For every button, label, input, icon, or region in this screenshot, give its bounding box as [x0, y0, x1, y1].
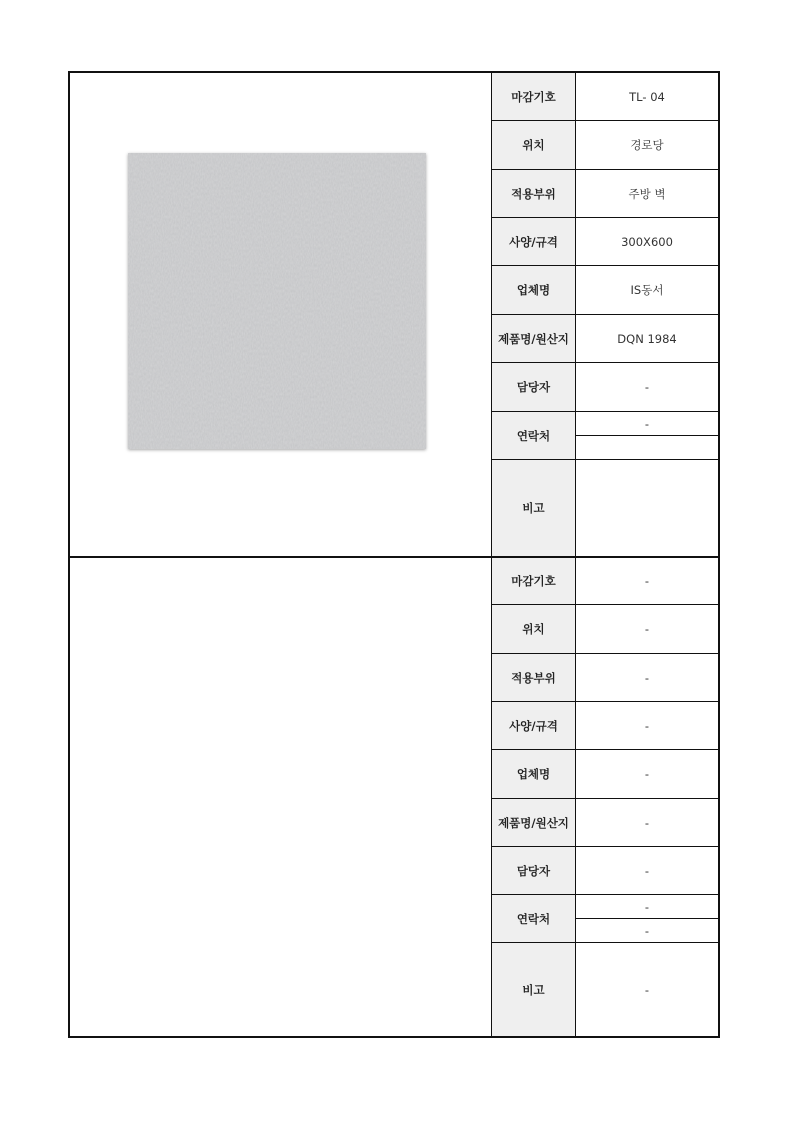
spec-table-1 — [492, 73, 718, 556]
row-spec-size — [492, 218, 718, 266]
value-product-origin: - — [644, 815, 650, 830]
label-finish-code: 마감기호 — [492, 558, 576, 604]
row-finish-code — [492, 558, 718, 605]
finish-entry-1 — [70, 73, 718, 558]
row-product-origin — [492, 315, 718, 363]
value-applied-area: 주방 벽 — [628, 186, 666, 201]
value-manager: - — [644, 380, 650, 394]
label-spec-size: 사양/규격 — [492, 218, 576, 265]
label-manager: 담당자 — [492, 847, 576, 894]
value-company: - — [644, 767, 650, 781]
label-finish-code: 마감기호 — [492, 73, 576, 120]
value-contact-2: - — [644, 923, 650, 938]
label-contact: 연락처 — [492, 412, 576, 459]
value-contact-1: - — [576, 412, 718, 436]
row-remarks — [492, 460, 718, 556]
row-applied-area — [492, 654, 718, 702]
value-remarks: - — [644, 982, 650, 997]
label-company: 업체명 — [492, 750, 576, 798]
row-applied-area — [492, 170, 718, 218]
row-manager — [492, 363, 718, 412]
value-applied-area: - — [644, 670, 650, 685]
value-manager: - — [644, 863, 650, 878]
value-product-origin: DQN 1984 — [617, 331, 677, 346]
label-spec-size: 사양/규격 — [492, 702, 576, 749]
value-spec-size: 300X600 — [621, 234, 673, 249]
value-contact — [576, 895, 718, 942]
label-manager: 담당자 — [492, 363, 576, 411]
label-applied-area: 적용부위 — [492, 654, 576, 701]
label-remarks: 비고 — [492, 460, 576, 556]
spec-table-2 — [492, 558, 718, 1036]
row-company — [492, 750, 718, 799]
finish-entry-2 — [70, 558, 718, 1036]
label-location: 위치 — [492, 121, 576, 169]
label-contact: 연락처 — [492, 895, 576, 942]
value-spec-size: - — [644, 718, 650, 733]
label-remarks: 비고 — [492, 943, 576, 1036]
row-contact — [492, 412, 718, 460]
value-location: 경로당 — [630, 138, 664, 152]
value-contact — [576, 412, 718, 459]
row-company — [492, 266, 718, 315]
value-finish-code: - — [644, 574, 650, 588]
label-company: 업체명 — [492, 266, 576, 314]
value-contact-2 — [576, 436, 718, 459]
finish-schedule-sheet — [68, 71, 720, 1038]
material-image-area-empty — [70, 558, 492, 1036]
material-image-area — [70, 73, 492, 556]
label-applied-area: 적용부위 — [492, 170, 576, 217]
label-location: 위치 — [492, 605, 576, 653]
value-location: - — [644, 622, 650, 636]
row-finish-code — [492, 73, 718, 121]
value-company: IS동서 — [630, 283, 664, 297]
stone-texture — [128, 153, 426, 449]
value-remarks — [576, 460, 718, 556]
row-spec-size — [492, 702, 718, 750]
label-product-origin: 제품명/원산지 — [492, 799, 576, 846]
value-contact-1: - — [576, 895, 718, 919]
label-product-origin: 제품명/원산지 — [492, 315, 576, 362]
row-location — [492, 605, 718, 654]
value-finish-code: TL- 04 — [629, 89, 665, 104]
tile-swatch-image — [128, 153, 426, 449]
row-remarks — [492, 943, 718, 1036]
row-product-origin — [492, 799, 718, 847]
row-location — [492, 121, 718, 170]
row-contact — [492, 895, 718, 943]
row-manager — [492, 847, 718, 895]
